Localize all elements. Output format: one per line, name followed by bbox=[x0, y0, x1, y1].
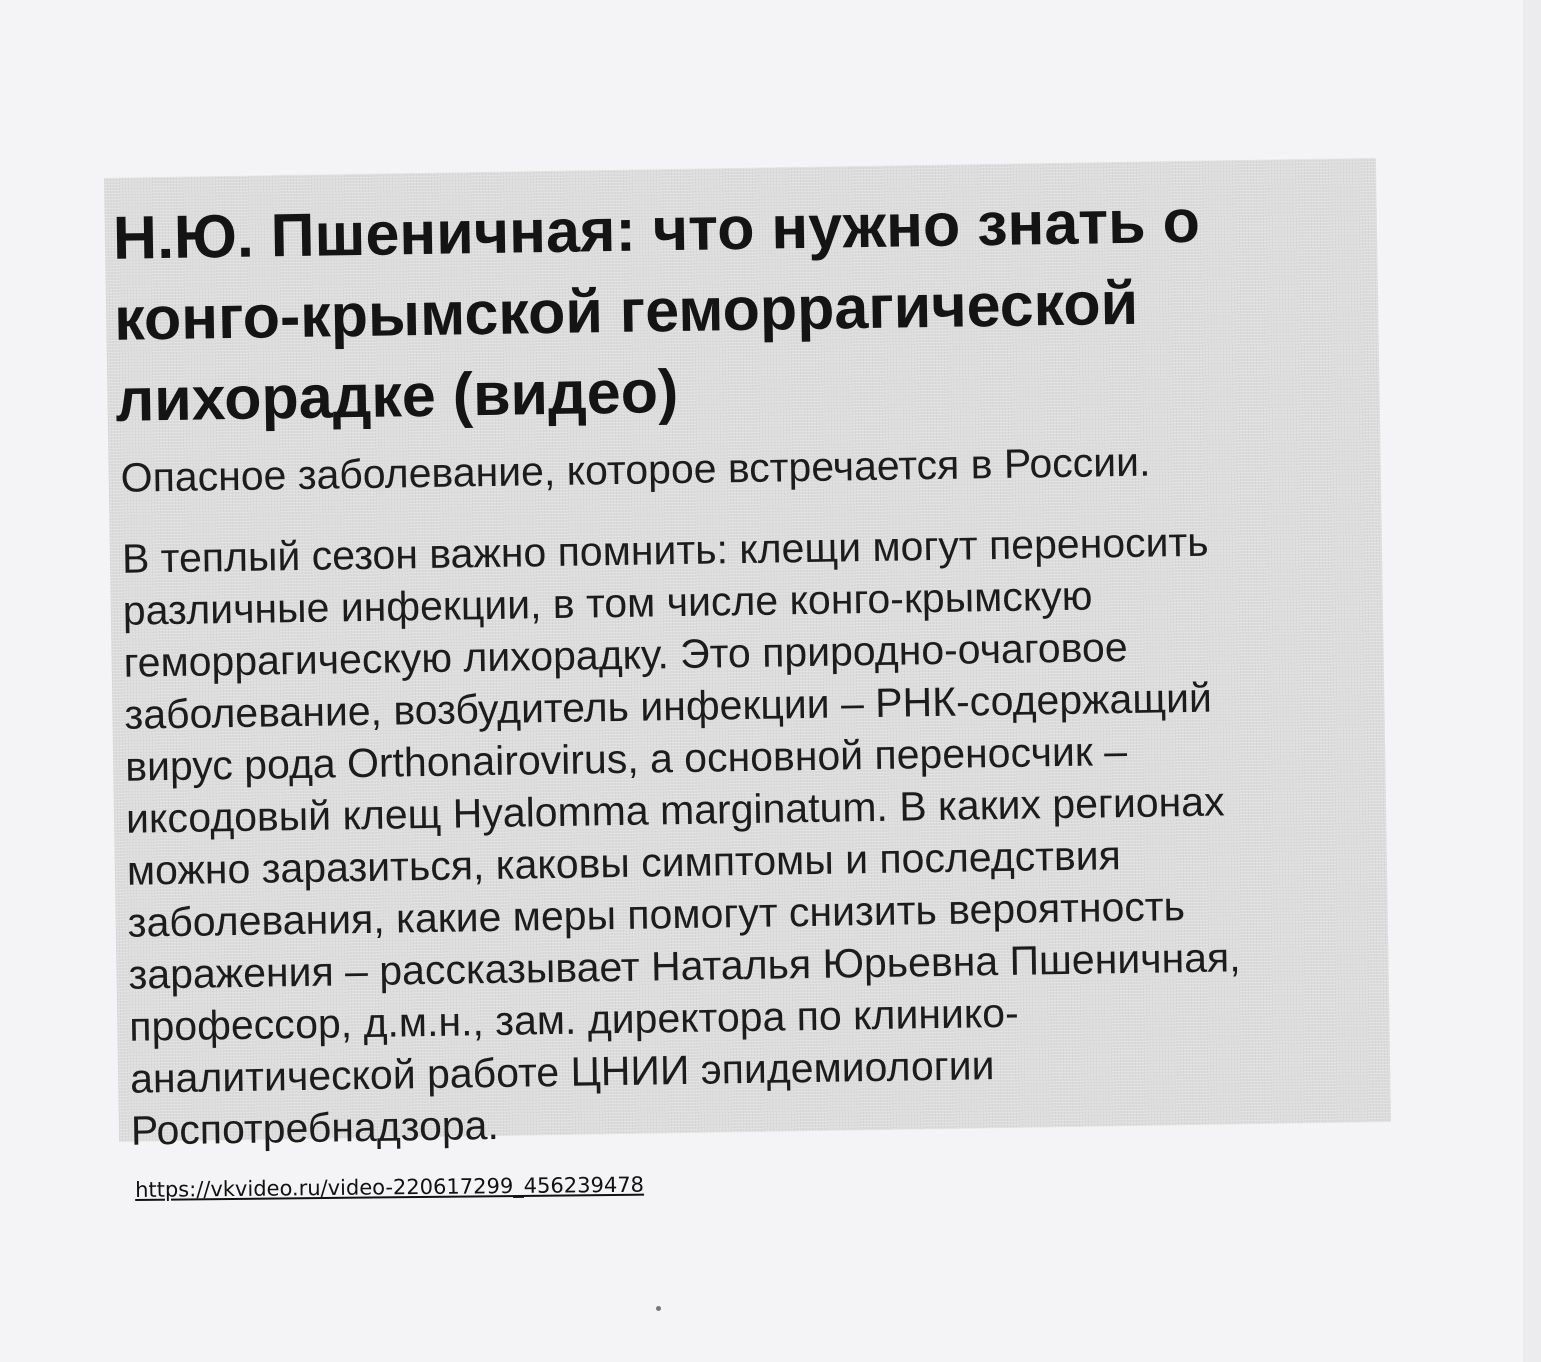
article-panel bbox=[104, 158, 1391, 1154]
article-title: Н.Ю. Пшеничная: что нужно знать о конго-крымской геморрагической лихорадке (видео) bbox=[112, 186, 1201, 434]
video-link[interactable]: https://vkvideo.ru/video-220617299_456239478 bbox=[135, 1172, 645, 1202]
scan-edge bbox=[1523, 0, 1541, 1362]
scan-speck bbox=[656, 1306, 661, 1311]
article-body: В теплый сезон важно помнить: клещи могут переносить различные инфекции, в том числе конго-крымскую геморрагическую лихорадку. Это природно-очаговое заболевание, возбудитель инфекции – РНК-содержащий вирус рода Orthonairovirus, а основной переносчик – иксодовый клещ Hyalomma marginatum. В каких регионах можно заразиться, каковы симптомы и последствия заболевания, какие меры помогут снизить вероятность заражения – рассказывает Наталья Юрьевна Пшеничная, профессор, д.м.н., зам. директора по клинико- аналитической работе ЦНИИ эпидемиологии Роспотребнадзора. bbox=[121, 518, 1241, 1154]
article-subtitle: Опасное заболевание, которое встречается в России. bbox=[120, 438, 1151, 501]
